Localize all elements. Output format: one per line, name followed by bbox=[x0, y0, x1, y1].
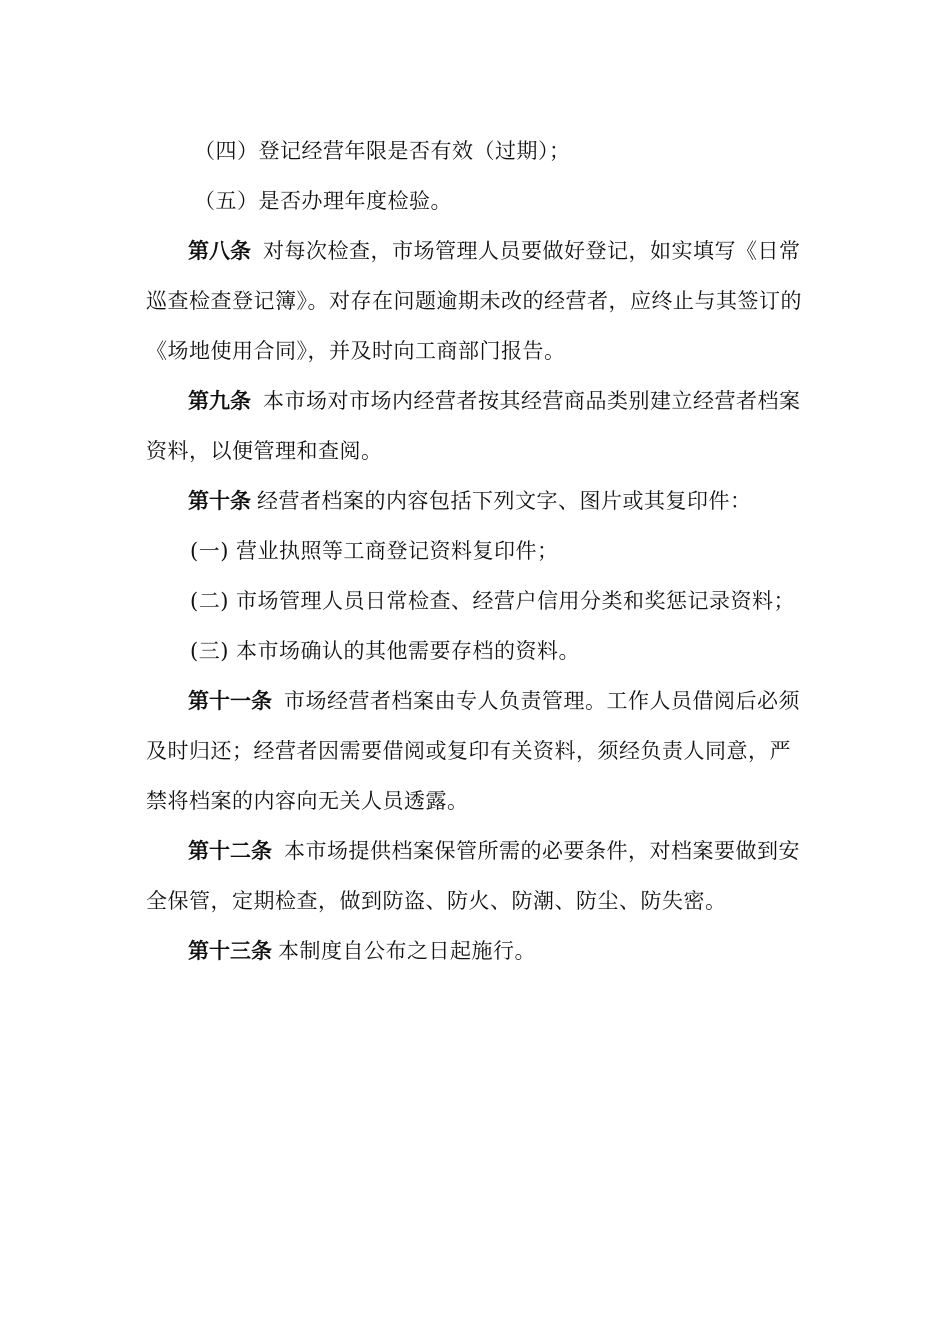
list-item-text: (二) 市场管理人员日常检查、经营户信用分类和奖惩记录资料； bbox=[190, 589, 796, 613]
article-8 bbox=[146, 226, 806, 376]
article-text: 本市场提供档案保管所需的必要条件，对档案要做到安全保管，定期检查，做到防盗、防火、防潮、防尘、防失密。 bbox=[146, 839, 800, 913]
article-12 bbox=[146, 826, 806, 926]
list-item-3 bbox=[146, 626, 806, 676]
article-label: 第九条 bbox=[188, 388, 251, 413]
article-text: 市场经营者档案由专人负责管理。工作人员借阅后必须及时归还；经营者因需要借阅或复印有关资料，须经负责人同意，严禁将档案的内容向无关人员透露。 bbox=[146, 689, 800, 813]
article-text: 本制度自公布之日起施行。 bbox=[278, 939, 536, 963]
article-label: 第十条 bbox=[188, 488, 251, 513]
article-label: 第十一条 bbox=[188, 688, 272, 713]
article-11 bbox=[146, 676, 806, 826]
clause-text: （四）登记经营年限是否有效（过期）； bbox=[194, 139, 571, 163]
list-item-2 bbox=[146, 576, 826, 626]
clause-text: （五）是否办理年度检验。 bbox=[194, 189, 452, 213]
article-10 bbox=[146, 476, 806, 526]
list-item-1 bbox=[146, 526, 806, 576]
article-label: 第十三条 bbox=[188, 938, 272, 963]
list-item-text: (一) 营业执照等工商登记资料复印件； bbox=[190, 539, 559, 563]
article-text: 本市场对市场内经营者按其经营商品类别建立经营者档案资料，以便管理和查阅。 bbox=[146, 389, 801, 463]
clause-item-4 bbox=[146, 126, 806, 176]
article-text: 对每次检查，市场管理人员要做好登记，如实填写《日常巡查检查登记簿》。对存在问题逾期未改的经营者，应终止与其签订的《场地使用合同》，并及时向工商部门报告。 bbox=[146, 239, 802, 363]
article-label: 第十二条 bbox=[188, 838, 272, 863]
article-13 bbox=[146, 926, 806, 976]
article-label: 第八条 bbox=[188, 238, 251, 263]
article-text: 经营者档案的内容包括下列文字、图片或其复印件： bbox=[257, 489, 752, 513]
article-9 bbox=[146, 376, 806, 476]
list-item-text: (三) 本市场确认的其他需要存档的资料。 bbox=[190, 639, 581, 663]
clause-item-5 bbox=[146, 176, 806, 226]
